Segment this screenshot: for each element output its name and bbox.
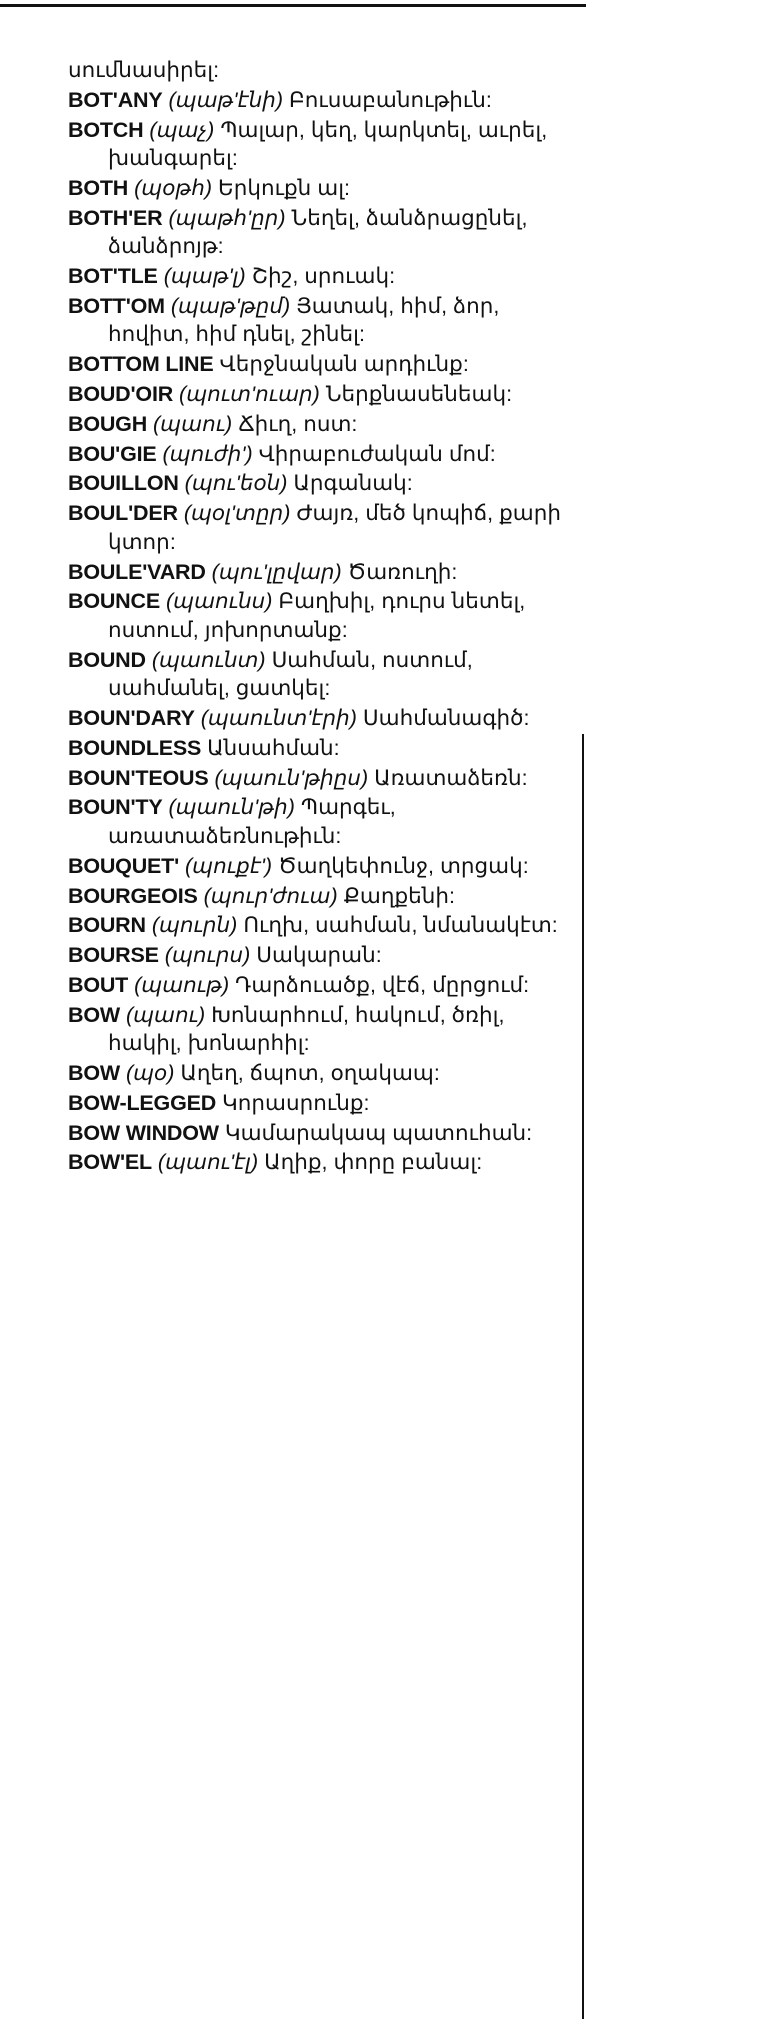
dictionary-entry (68, 911, 573, 940)
entry-definition: Աղիք, փորը բանալ: (264, 1150, 483, 1175)
entry-definition: Աղեղ, ճպոտ, օղակապ: (180, 1061, 440, 1086)
dictionary-entry (68, 116, 573, 173)
entry-definition: Սակարան: (256, 943, 382, 968)
entry-pronunciation: (պաթ'լ) (163, 264, 246, 289)
entry-definition: Յատակ, հիմ, ձոր, հովիտ, հիմ դնել, շինել: (108, 293, 500, 347)
dictionary-entry (68, 971, 573, 1000)
entry-definition: Ուղխ, սահման, նմանակէտ: (243, 913, 558, 938)
entry-pronunciation: (պօլ'տըր) (183, 501, 291, 526)
entry-headword: BOUD'OIR (68, 382, 174, 407)
entry-headword: BOUILLON (68, 471, 179, 496)
continuation-text: սումնասիրել: (68, 58, 220, 82)
entry-definition: Ճիւղ, ոստ: (238, 411, 358, 436)
column-rule (582, 734, 584, 2019)
entry-definition: Վիրաբուժական մոմ: (258, 441, 496, 466)
entry-pronunciation: (պաուն'թիըս) (214, 765, 369, 790)
entry-headword: BOUL'DER (68, 501, 178, 526)
entry-definition: Ժայռ, մեծ կոպիճ, քարի կտոր: (108, 501, 561, 554)
entry-headword: BOT'ANY (68, 87, 163, 112)
dictionary-entry (68, 499, 573, 556)
entry-headword: BOW WINDOW (68, 1120, 219, 1145)
entry-pronunciation: (պաու'էլ) (157, 1150, 259, 1175)
dictionary-entry (68, 734, 573, 763)
entry-pronunciation: (պաու) (125, 1002, 206, 1027)
entry-headword: BOT'TLE (68, 264, 158, 289)
dictionary-entry (68, 1059, 573, 1088)
entry-headword: BOULE'VARD (68, 559, 206, 584)
entry-headword: BOU'GIE (68, 441, 157, 466)
entry-pronunciation: (պաունտ) (151, 647, 266, 672)
entry-definition: Կամարակապ պատուհան: (224, 1120, 533, 1145)
entry-headword: BOTTOM LINE (68, 352, 214, 377)
entry-definition: Սահման, ոստում, սահմանել, ցատկել: (108, 647, 473, 701)
dictionary-entry (68, 410, 573, 439)
entry-pronunciation: (պաթ'էնի) (168, 87, 283, 112)
dictionary-entry (68, 646, 573, 703)
entry-pronunciation: (պաչ) (149, 117, 215, 142)
entry-pronunciation: (պաուն'թի) (168, 795, 295, 820)
continuation-line (68, 56, 573, 85)
entry-headword: BOUGH (68, 411, 148, 436)
entry-definition: Նեղել, ձանձրացընել, ձանձրոյթ: (108, 205, 528, 259)
dictionary-entry (68, 350, 573, 379)
entry-definition: Քաղքենի: (343, 883, 455, 908)
entry-definition: Պալար, կեղ, կարկտել, աւրել, խանգարել: (108, 117, 548, 171)
entry-headword: BOUN'TY (68, 795, 163, 820)
entry-definition: Արգանակ: (293, 471, 413, 496)
entry-pronunciation: (պու'լըվար) (211, 559, 342, 584)
dictionary-entry (68, 1089, 573, 1118)
entry-pronunciation: (պու'եօն) (184, 471, 288, 496)
entry-pronunciation: (պաթհ'ըր) (168, 205, 286, 230)
dictionary-entry (68, 941, 573, 970)
entry-headword: BOTH'ER (68, 205, 163, 230)
entry-headword: BOURGEOIS (68, 883, 198, 908)
dictionary-entry (68, 704, 573, 733)
entry-headword: BOW (68, 1061, 120, 1086)
entry-definition: Բաղխիլ, դուրս նետել, ոստում, յոխորտանք: (108, 589, 526, 642)
entry-headword: BOUN'TEOUS (68, 765, 209, 790)
entry-definition: Ներքնասենեակ: (325, 382, 513, 407)
entry-definition: Պարգեւ, առատաձեռնութիւն: (108, 795, 396, 848)
top-rule (0, 4, 586, 7)
entry-pronunciation: (պուքէ') (185, 853, 273, 878)
dictionary-entry (68, 469, 573, 498)
entry-definition: Կորասրունք: (222, 1090, 370, 1115)
dictionary-entry (68, 440, 573, 469)
entry-headword: BOUN'DARY (68, 706, 195, 731)
entry-pronunciation: (պուր'ժուա) (203, 883, 338, 908)
entry-pronunciation: (պաութ) (134, 972, 230, 997)
entry-definition: Բուսաբանութիւն: (288, 87, 492, 112)
entry-headword: BOTT'OM (68, 293, 165, 318)
entry-pronunciation: (պաթ'թըմ) (170, 293, 291, 318)
dictionary-entry (68, 558, 573, 587)
entry-definition: Դարձուածք, վէճ, մըրցում: (235, 972, 530, 997)
entry-pronunciation: (պաունս) (165, 589, 273, 614)
entry-definition: Առատաձեռն: (374, 765, 528, 790)
entry-pronunciation: (պուրս) (164, 943, 251, 968)
dictionary-entry (68, 1148, 573, 1177)
dictionary-entry (68, 292, 573, 349)
dictionary-entry (68, 587, 573, 644)
entry-definition: Երկուքն ալ: (218, 175, 351, 200)
entry-definition: Խոնարհում, հակում, ծռիլ, հակիլ, խոնարհիլ: (108, 1002, 505, 1056)
entry-pronunciation: (պօ) (125, 1061, 175, 1086)
entry-headword: BOW'EL (68, 1150, 152, 1175)
dictionary-entry (68, 764, 573, 793)
entry-headword: BOUT (68, 972, 129, 997)
entry-headword: BOUNCE (68, 589, 160, 614)
entry-headword: BOUQUET' (68, 853, 180, 878)
dictionary-entry (68, 380, 573, 409)
entry-headword: BOUNDLESS (68, 735, 202, 760)
dictionary-column (68, 56, 573, 1178)
entry-pronunciation: (պաունտ'էրի) (200, 706, 357, 731)
dictionary-entry (68, 174, 573, 203)
entry-headword: BOW-LEGGED (68, 1090, 217, 1115)
dictionary-entry (68, 882, 573, 911)
entry-headword: BOW (68, 1002, 120, 1027)
entry-pronunciation: (պաու) (153, 411, 233, 436)
dictionary-entry (68, 204, 573, 261)
dictionary-entry (68, 1119, 573, 1148)
entry-pronunciation: (պուժի') (162, 441, 253, 466)
entry-definition: Անսահման: (207, 735, 340, 760)
entry-headword: BOURN (68, 913, 146, 938)
entry-pronunciation: (պուրն) (151, 913, 238, 938)
entry-headword: BOUND (68, 647, 146, 672)
dictionary-entry (68, 262, 573, 291)
dictionary-entry (68, 86, 573, 115)
dictionary-entry (68, 852, 573, 881)
entry-headword: BOTCH (68, 117, 144, 142)
entry-pronunciation: (պօթհ) (134, 175, 213, 200)
entry-definition: Շիշ, սրուակ: (251, 264, 396, 289)
entry-definition: Ծաղկեփունջ, տրցակ: (278, 853, 529, 878)
entry-definition: Վերջնական արդիւնք: (219, 352, 469, 377)
entry-headword: BOTH (68, 175, 129, 200)
entry-headword: BOURSE (68, 943, 159, 968)
entry-pronunciation: (պուտ'ուար) (179, 382, 320, 407)
dictionary-entry (68, 793, 573, 850)
entry-definition: Սահմանագիծ: (362, 706, 530, 731)
dictionary-entry (68, 1001, 573, 1058)
entry-definition: Ծառուղի: (347, 559, 458, 584)
